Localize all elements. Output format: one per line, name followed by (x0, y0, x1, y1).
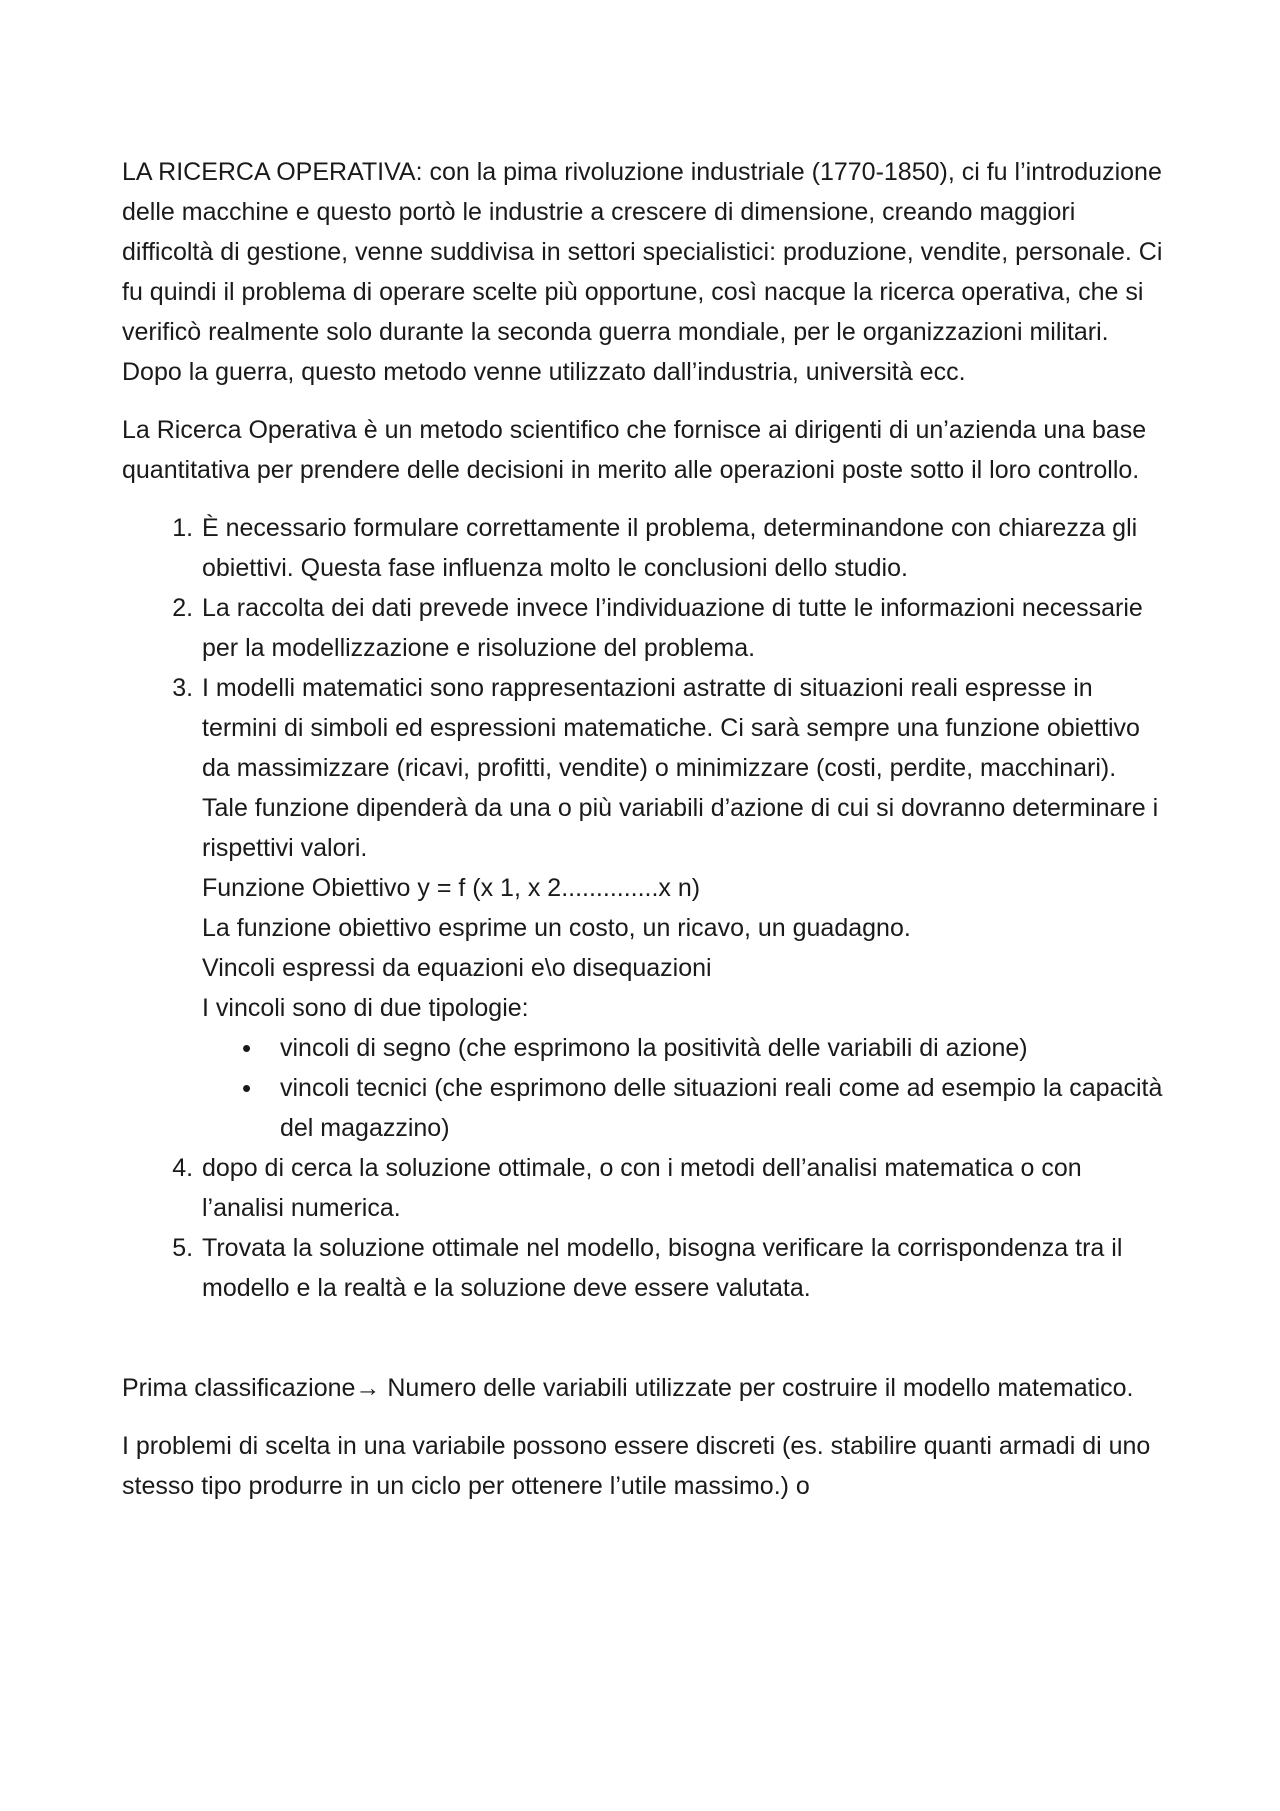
definition-paragraph: La Ricerca Operativa è un metodo scientifico che fornisce ai dirigenti di un’azienda una base quantitativa per prendere delle decisioni in merito alle operazioni poste sotto il loro controllo. (122, 416, 1147, 484)
intro-paragraph: LA RICERCA OPERATIVA: con la pima rivoluzione industriale (1770-1850), ci fu l’introduzione delle macchine e questo portò le industrie a crescere di dimensione, creando maggiori difficoltà di gestione, venne suddivisa in settori specialistici: produzione, vendite, personale. Ci fu quindi il problema di operare scelte più opportune, così nacque la ricerca operativa, che si verificò realmente solo durante la seconda guerra mondiale, per le organizzazioni militari. Dopo la guerra, questo metodo venne utilizzato dall’industria, università ecc. (122, 158, 1163, 386)
bullet-icon: • (242, 1073, 252, 1103)
objective-formula: Funzione Obiettivo y = f (x 1, x 2..............x n) (202, 874, 701, 902)
closing-paragraph: I problemi di scelta in una variabile possono essere discreti (es. stabilire quanti armadi di uno stesso tipo produrre in un ciclo per ottenere l’utile massimo.) o (122, 1432, 1151, 1500)
constraint-text: vincoli tecnici (che esprimono delle situazioni reali come ad esempio la capacità del magazzino) (280, 1074, 1163, 1142)
document-page (122, 152, 1167, 1524)
steps-list (122, 508, 1167, 1308)
list-item: 4. dopo di cerca la soluzione ottimale, o con i metodi dell’analisi matematica o con l’analisi numerica. (200, 1148, 1167, 1228)
models-description: 3. I modelli matematici sono rappresentazioni astratte di situazioni reali espresse in termini di simboli ed espressioni matematiche. Ci sarà sempre una funzione obiettivo da massimizzare (ricavi, profitti, vendite) o minimizzare (costi, perdite, macchinari). Tale funzione dipenderà da una o più variabili d’azione di cui si dovranno determinare i rispettivi valori. (202, 674, 1159, 862)
list-item (242, 1068, 1167, 1148)
constraint-text: vincoli di segno (che esprimono la positività delle variabili di azione) (280, 1034, 1028, 1062)
constraints-types: I vincoli sono di due tipologie: (202, 994, 529, 1022)
classification-paragraph: Prima classificazione→ Numero delle variabili utilizzate per costruire il modello matematico. (122, 1374, 1134, 1402)
list-item (242, 1028, 1167, 1068)
list-item: 5. Trovata la soluzione ottimale nel modello, bisogna verificare la corrispondenza tra il modello e la realtà e la soluzione deve essere valutata. (200, 1228, 1167, 1308)
list-item: 1. È necessario formulare correttamente il problema, determinandone con chiarezza gli obiettivi. Questa fase influenza molto le conclusioni dello studio. (200, 508, 1167, 588)
list-item: 2. La raccolta dei dati prevede invece l’individuazione di tutte le informazioni necessarie per la modellizzazione e risoluzione del problema. (200, 588, 1167, 668)
list-item (200, 668, 1167, 1148)
spacer (122, 1308, 1167, 1368)
bullet-icon: • (242, 1033, 252, 1063)
constraints-list (202, 1028, 1167, 1148)
constraints-note: Vincoli espressi da equazioni e\o disequazioni (202, 954, 712, 982)
objective-note: La funzione obiettivo esprime un costo, un ricavo, un guadagno. (202, 914, 911, 942)
